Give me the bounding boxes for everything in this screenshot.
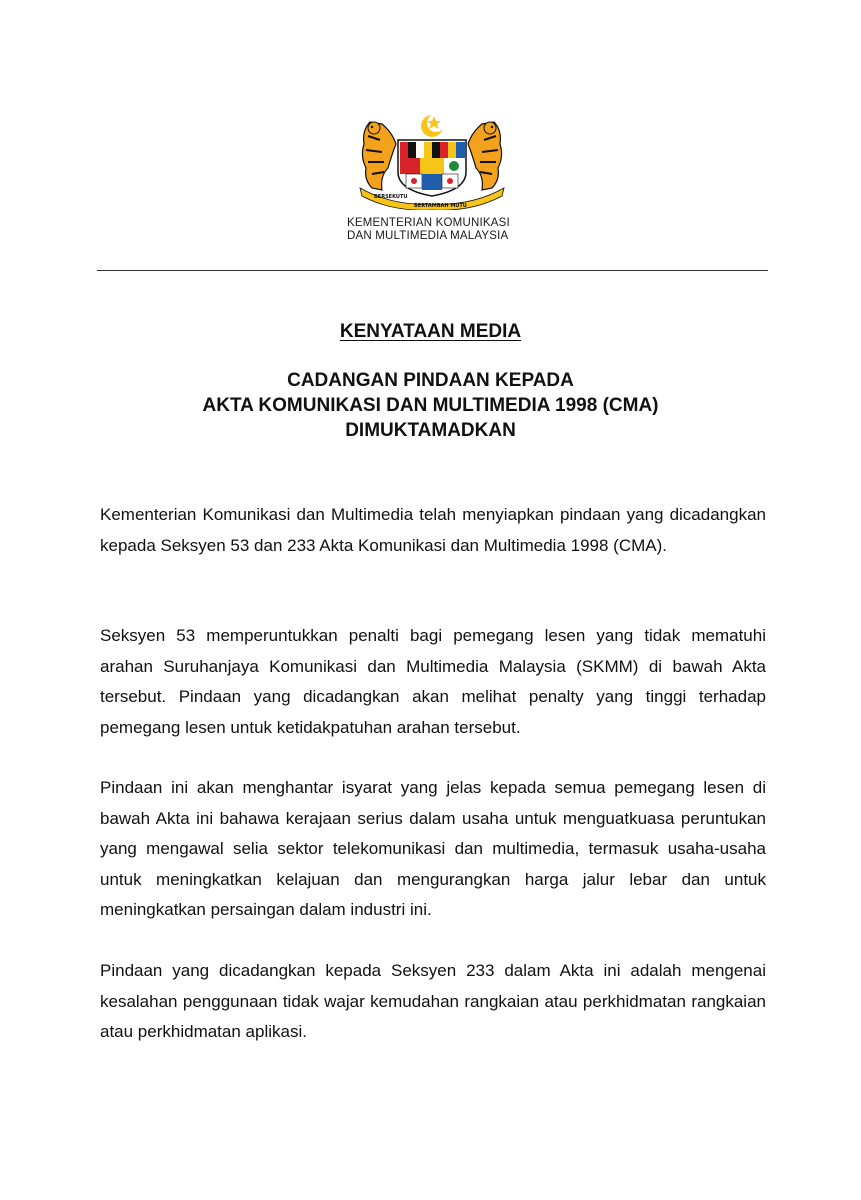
shield-icon [398,140,466,196]
document-title-line3: DIMUKTAMADKAN [345,420,516,441]
document-title [0,368,861,443]
body-paragraph-3: Pindaan ini akan menghantar isyarat yang jelas kepada semua pemegang lesen di bawah Akta ini bahawa kerajaan serius dalam usaha untuk menguatkuasa peruntukan yang mengawal selia sektor telekomunikasi dan multimedia, termasuk usaha-usaha untuk meningkatkan kelajuan dan mengurangkan harga jalur lebar dan untuk meningkatkan persaingan dalam industri ini. [100,778,766,919]
crescent-star-icon [421,114,445,137]
coat-of-arms-logo [352,110,512,210]
body-paragraph-2: Seksyen 53 memperuntukkan penalti bagi pemegang lesen yang tidak mematuhi arahan Suruhanjaya Komunikasi dan Multimedia Malaysia (SKMM) di bawah Akta tersebut. Pindaan yang dicadangkan akan melihat penalty yang tinggi terhadap pemegang lesen untuk ketidakpatuhan arahan tersebut. [100,626,766,737]
motto-text-bottom: BERTAMBAH MUTU [414,203,467,209]
body-paragraph-4: Pindaan yang dicadangkan kepada Seksyen 233 dalam Akta ini adalah mengenai kesalahan penggunaan tidak wajar kemudahan rangkaian atau perkhidmatan rangkaian atau perkhidmatan aplikasi. [100,961,766,1041]
body-paragraph-1: Kementerian Komunikasi dan Multimedia telah menyiapkan pindaan yang dicadangkan kepada Seksyen 53 dan 233 Akta Komunikasi dan Multimedia 1998 (CMA). [100,505,766,555]
document-title-line2: AKTA KOMUNIKASI DAN MULTIMEDIA 1998 (CMA) [202,395,659,416]
motto-text-left: BERSEKUTU [374,194,408,200]
header-divider [97,270,768,271]
ministry-name [347,217,510,243]
ministry-name-line1: KEMENTERIAN KOMUNIKASI [347,217,510,229]
ministry-name-line2: DAN MULTIMEDIA MALAYSIA [347,230,509,242]
coat-of-arms-icon [352,110,512,210]
document-type-heading: KENYATAAN MEDIA [339,321,522,342]
left-tiger-icon [362,122,396,190]
document-title-line1: CADANGAN PINDAAN KEPADA [287,370,574,391]
right-tiger-icon [468,122,502,190]
